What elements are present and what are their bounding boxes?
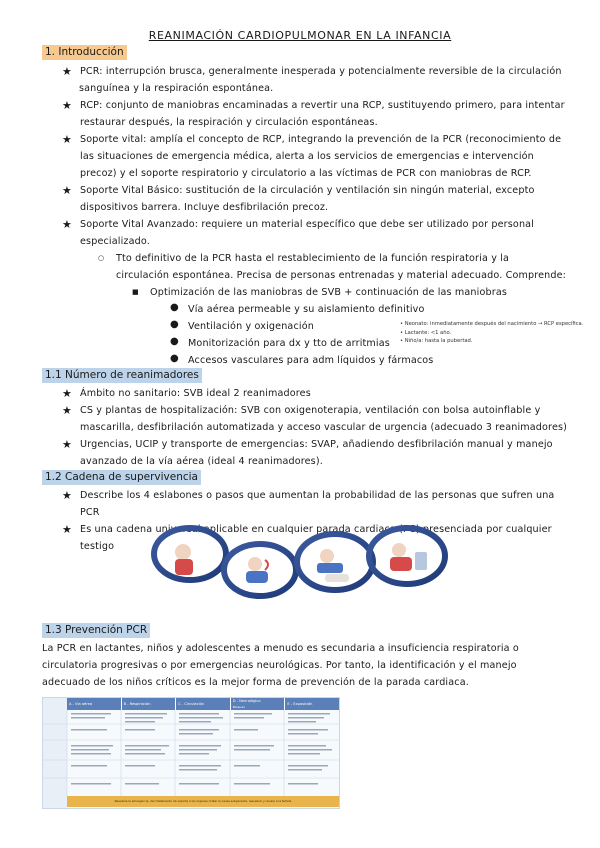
text-line: circulatoria progresivas o por emergencias neurológicas. Por tanto, la identificación y el manejo: [42, 660, 517, 672]
text-line: Describe los 4 eslabones o pasos que aumentan la probabilidad de las personas que sufren una: [80, 490, 555, 501]
side-note: • Neonato: inmediatamente después del nacimiento → RCP específica. • Lactante: <1 año. • Niño/a: hasta la pubertad.: [400, 321, 584, 344]
text-line: Soporte vital: amplía el concepto de RCP, integrando la prevención de la PCR (reconocimiento de: [80, 134, 562, 145]
text-line: restaurar después, la respiración y circulación espontáneas.: [80, 117, 378, 129]
chain-link-4-advanced: [369, 528, 445, 584]
table-header-d-label: D - Neurológico: [232, 699, 261, 703]
table-header-a: A - Vía aérea: [67, 698, 122, 710]
text-line: Optimización de las maniobras de SVB + continuación de las maniobras: [150, 287, 507, 298]
dot-bullet-icon: ●: [170, 353, 179, 364]
chain-of-survival-illustration: [145, 522, 460, 604]
star-bullet-icon: ★: [62, 523, 72, 536]
star-bullet-icon: ★: [62, 184, 72, 197]
table-header-d-sub: Bloqueo: [232, 705, 245, 709]
section-heading-cadena: 1.2 Cadena de supervivencia: [42, 470, 201, 485]
text-line: Es una cadena universal aplicable en cualquier parada cardiaca (PC) presenciada por cualquier: [80, 524, 552, 535]
text-line: especializado.: [80, 236, 150, 248]
text-line: Ventilación y oxigenación: [188, 321, 314, 332]
star-bullet-icon: ★: [62, 65, 72, 78]
text-line: CS y plantas de hospitalización: SVB con oxigenoterapia, ventilación con bolsa autoinflable y: [80, 405, 541, 416]
square-bullet-icon: ■: [132, 288, 139, 296]
dot-bullet-icon: ●: [170, 336, 179, 347]
side-note-line: Lactante: <1 año.: [404, 329, 452, 336]
text-line: PCR: [80, 507, 100, 519]
text-line: sanguínea y la respiración espontánea.: [79, 83, 274, 95]
text-line: Soporte Vital Avanzado: requiere un material específico que debe ser utilizado por personal: [80, 219, 535, 230]
text-line: Tto definitivo de la PCR hasta el restablecimiento de la función respiratoria y la: [116, 253, 510, 264]
star-bullet-icon: ★: [62, 218, 72, 231]
side-note-line: Neonato: inmediatamente después del nacimiento → RCP específica.: [404, 321, 584, 327]
text-line: precoz) y el soporte respiratorio y circulatorio a las víctimas de PCR con maniobras de RCP.: [80, 168, 532, 180]
text-line: Urgencias, UCIP y transporte de emergencias: SVAP, añadiendo desfibrilación manual y manejo: [80, 439, 553, 450]
chain-link-1-prevention: [154, 528, 226, 580]
star-bullet-icon: ★: [62, 99, 72, 112]
text-line: Vía aérea permeable y su aislamiento definitivo: [188, 304, 425, 315]
text-line: La PCR en lactantes, niños y adolescentes a menudo es secundaria a insuficiencia respiratoria o: [42, 643, 519, 654]
star-bullet-icon: ★: [62, 387, 72, 400]
text-line: avanzado de la vía aérea (ideal 4 reanimadores).: [80, 456, 323, 468]
text-line: Monitorización para dx y tto de arritmias: [188, 338, 390, 349]
star-bullet-icon: ★: [62, 404, 72, 417]
text-line: testigo: [80, 541, 115, 553]
text-line: mascarilla, desfibrilación automatizada y acceso vascular de urgencia (adecuado 3 reanimadores): [80, 422, 568, 434]
abcde-table: [42, 697, 340, 809]
section-heading-introduccion: 1. Introducción: [42, 45, 127, 60]
text-line: dispositivos barrera. Incluye desfibrilación precoz.: [80, 202, 329, 214]
table-header-c: C - Circulación: [176, 698, 231, 710]
section-heading-reanimadores: 1.1 Número de reanimadores: [42, 368, 202, 383]
text-line: PCR: interrupción brusca, generalmente inesperada y potencialmente reversible de la circulación: [80, 66, 562, 77]
table-header-d: [231, 698, 286, 710]
star-bullet-icon: ★: [62, 489, 72, 502]
dot-bullet-icon: ●: [170, 302, 179, 313]
chain-link-2-call: [224, 544, 296, 596]
table-banner: Reevalúe la emergencia, dar tratamiento de soporte a los órganos, tratar la causa subyacente, reevaluar y revisar a la familia: [67, 796, 339, 807]
side-note-line: Niño/a: hasta la pubertad.: [404, 338, 473, 344]
text-line: RCP: conjunto de maniobras encaminadas a revertir una RCP, sustituyendo primero, para intentar: [80, 100, 565, 111]
dot-bullet-icon: ●: [170, 319, 179, 330]
text-line: las situaciones de emergencia médica, alerta a los servicios de emergencias e intervención: [80, 151, 534, 163]
chain-link-3-cpr: [297, 534, 373, 590]
prevencion-paragraph: [42, 640, 519, 692]
table-header-b: B - Respiración: [122, 698, 177, 710]
table-header-e: E - Exposición: [285, 698, 339, 710]
star-bullet-icon: ★: [62, 438, 72, 451]
text-line: Soporte Vital Básico: sustitución de la circulación y ventilación sin ningún material, excepto: [80, 185, 535, 196]
text-line: Accesos vasculares para adm líquidos y fármacos: [188, 355, 434, 366]
text-line: adecuado de los niños críticos es la mejor forma de prevención de la parada cardiaca.: [42, 677, 469, 689]
circle-bullet-icon: ○: [98, 254, 105, 262]
page-title: REANIMACIÓN CARDIOPULMONAR EN LA INFANCIA: [148, 29, 452, 42]
star-bullet-icon: ★: [62, 133, 72, 146]
table-body-grid: [43, 710, 339, 796]
text-line: circulación espontánea. Precisa de personas entrenadas y material adecuado. Comprende:: [116, 270, 567, 282]
table-header-row: [67, 698, 339, 710]
text-line: Ámbito no sanitario: SVB ideal 2 reanimadores: [80, 388, 311, 399]
section-heading-prevencion: 1.3 Prevención PCR: [42, 623, 150, 638]
